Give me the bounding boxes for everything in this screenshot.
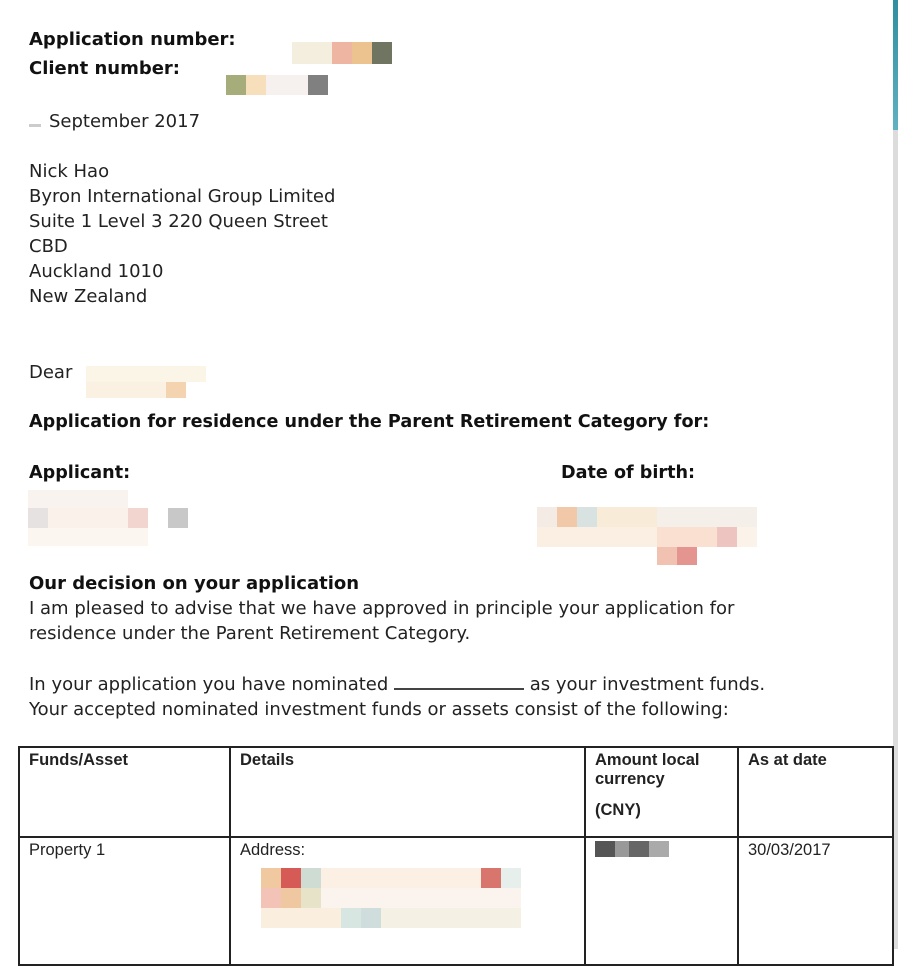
address-company: Byron International Group Limited — [29, 186, 336, 207]
col-amount-label: Amount local currency — [595, 751, 700, 788]
col-currency: (CNY) — [595, 801, 641, 819]
decision-line-3 — [29, 674, 765, 696]
dob-label: Date of birth: — [561, 463, 696, 483]
address-name: Nick Hao — [29, 161, 110, 182]
investment-funds-table — [18, 746, 894, 966]
col-funds-asset: Funds/Asset — [19, 747, 230, 837]
col-amount — [585, 747, 738, 837]
col-as-at-date: As at date — [738, 747, 893, 837]
salutation: Dear — [29, 362, 73, 383]
decision-line-2: residence under the Parent Retirement Category. — [29, 623, 471, 644]
decision-line-3-end: as your investment funds. — [529, 674, 766, 695]
address-city: Auckland 1010 — [29, 261, 164, 282]
col-details: Details — [230, 747, 585, 837]
table-header-row — [19, 747, 893, 837]
redacted-investment-funds — [394, 674, 524, 690]
redacted-applicant-name — [28, 490, 188, 546]
letter-date-text: September 2017 — [49, 111, 201, 132]
redacted-client-number — [226, 75, 328, 95]
cell-date: 30/03/2017 — [738, 837, 893, 965]
letter-date — [29, 111, 200, 133]
redacted-amount — [595, 841, 679, 857]
redacted-address — [261, 868, 521, 928]
application-number-label: Application number: — [29, 29, 236, 50]
address-country: New Zealand — [29, 286, 148, 307]
redacted-date-of-birth — [537, 507, 757, 565]
redacted-name — [86, 366, 206, 398]
applicant-label: Applicant: — [29, 463, 131, 483]
client-number-label: Client number: — [29, 58, 180, 79]
cell-details — [230, 837, 585, 965]
address-street: Suite 1 Level 3 220 Queen Street — [29, 211, 328, 232]
cell-amount — [585, 837, 738, 965]
cell-asset: Property 1 — [19, 837, 230, 965]
redacted-application-number — [292, 42, 392, 64]
address-area: CBD — [29, 236, 68, 257]
decision-line-1: I am pleased to advise that we have approved in principle your application for — [29, 598, 735, 619]
cell-details-label: Address: — [240, 841, 306, 859]
scrollbar-thumb[interactable] — [893, 0, 898, 130]
subject-heading: Application for residence under the Parent Retirement Category for: — [29, 412, 710, 432]
decision-line-4: Your accepted nominated investment funds or assets consist of the following: — [29, 699, 729, 720]
decision-line-3-start: In your application you have nominated — [29, 674, 389, 695]
table-row — [19, 837, 893, 965]
decision-heading: Our decision on your application — [29, 573, 360, 594]
